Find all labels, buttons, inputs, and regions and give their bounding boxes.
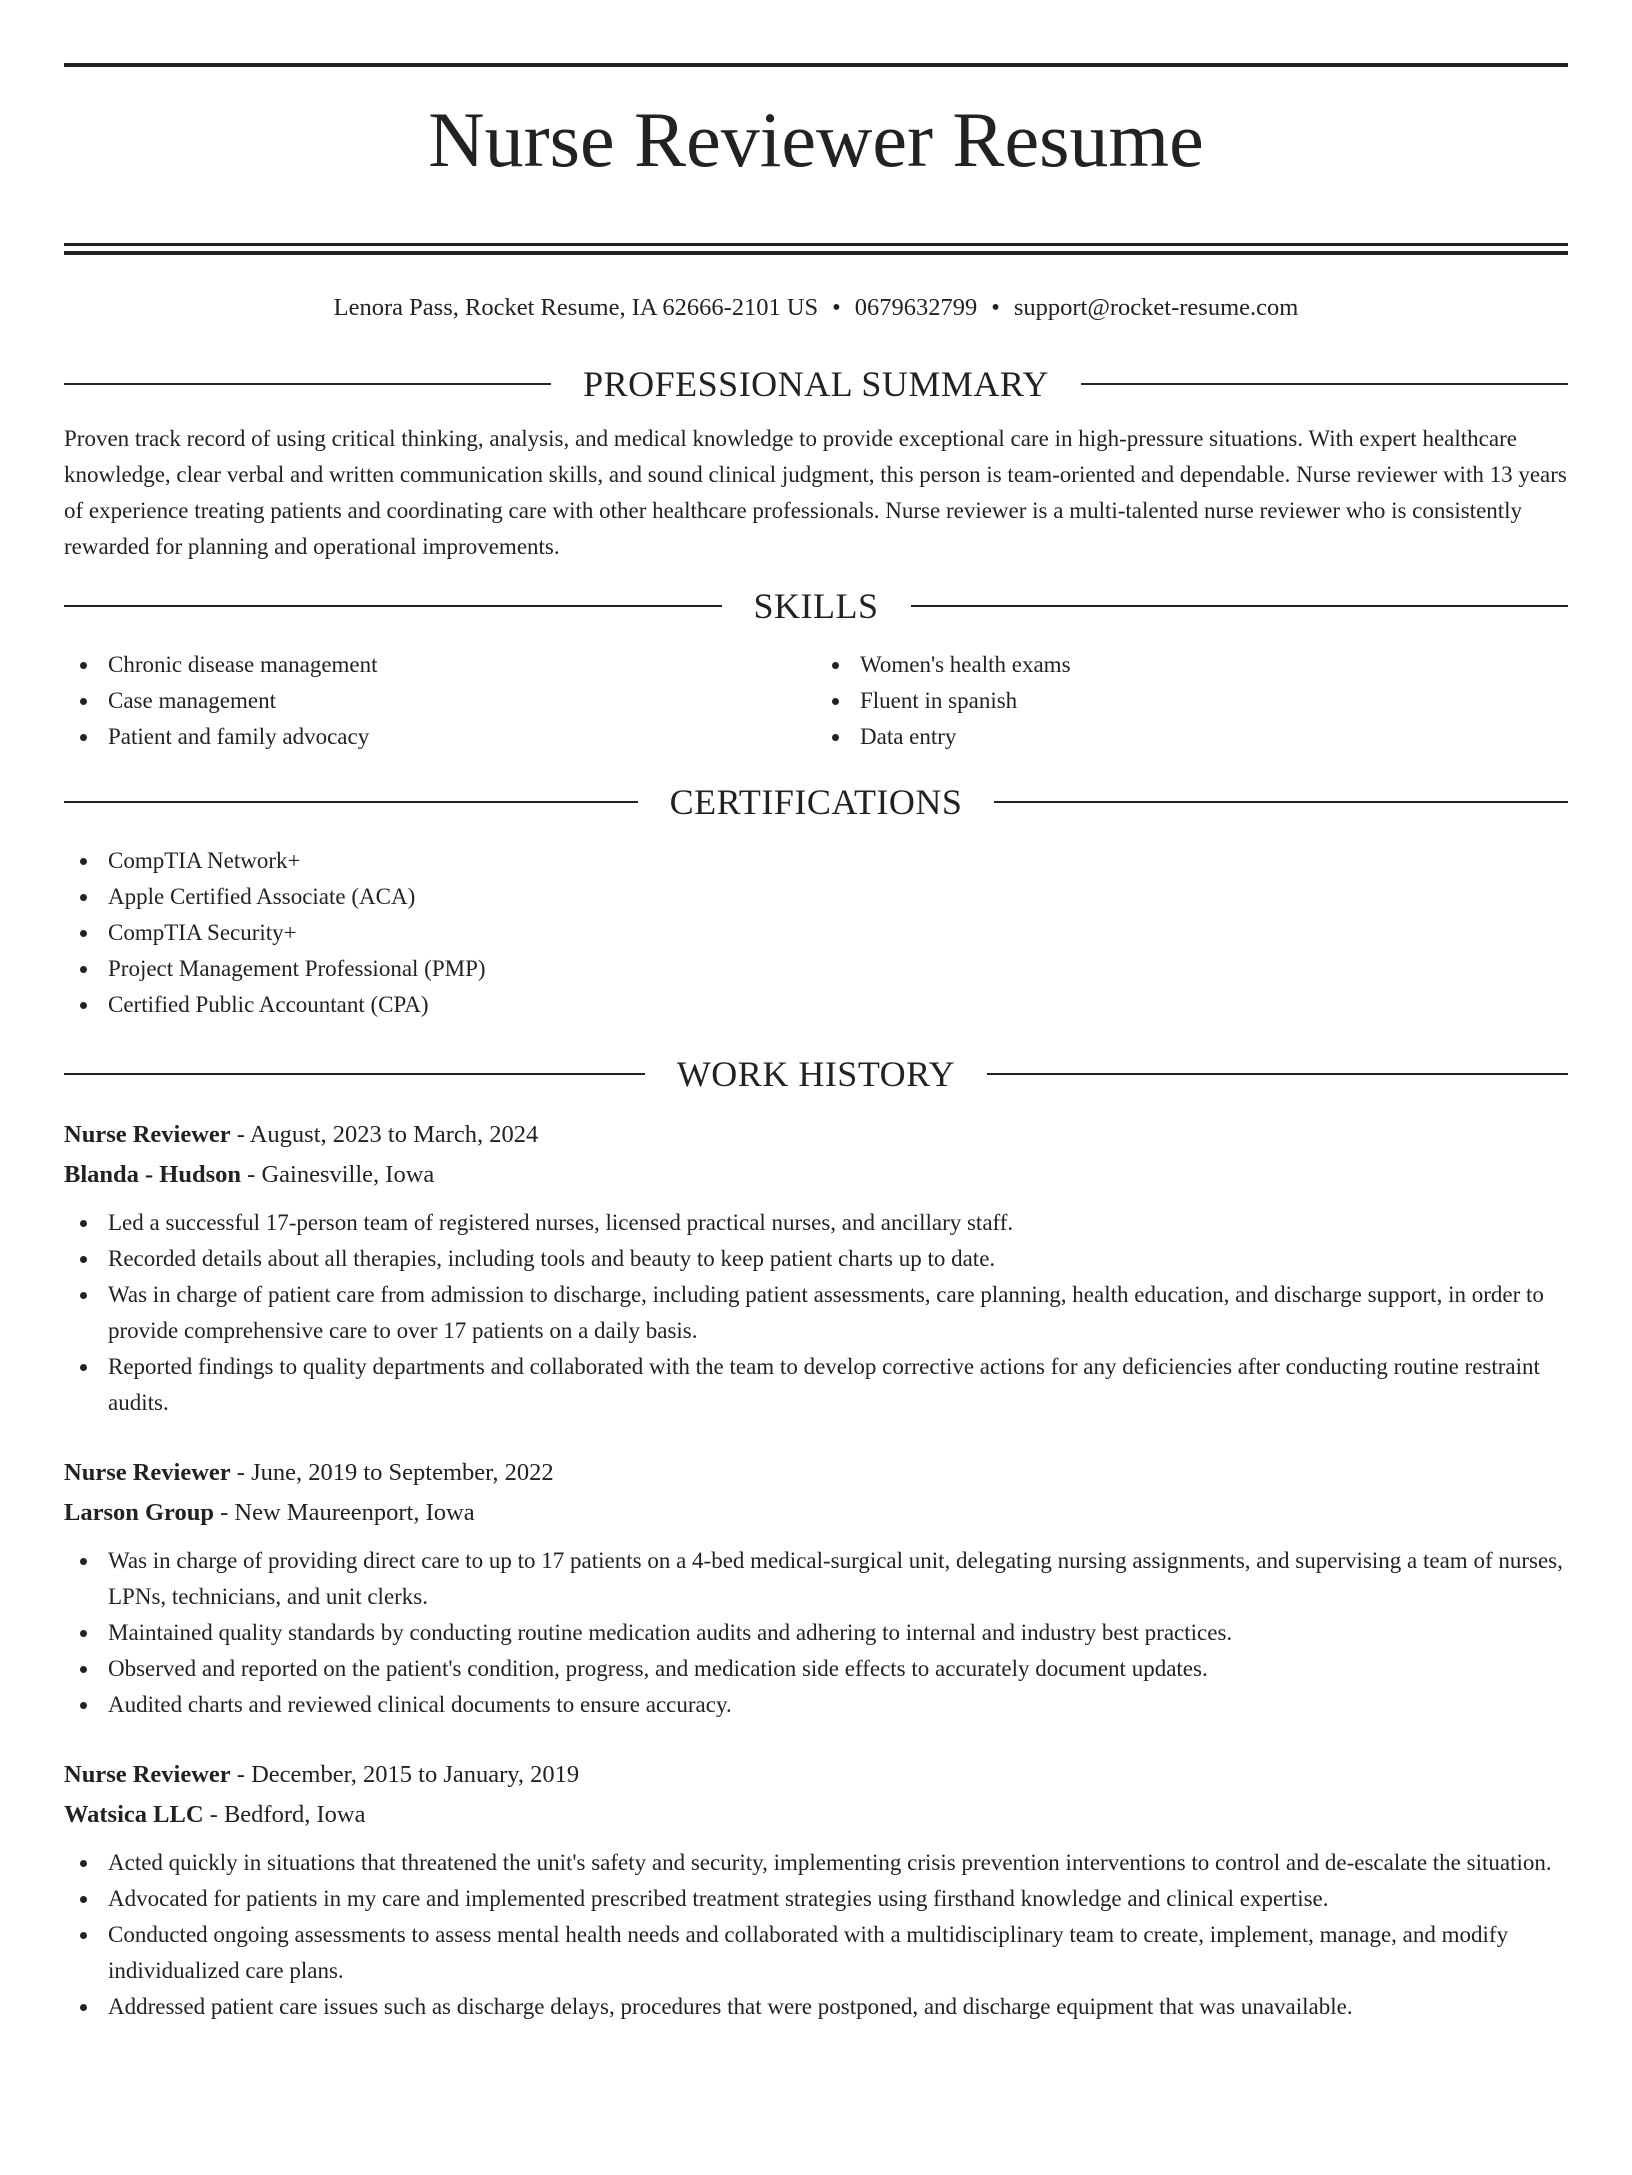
job-entry <box>64 1115 1568 1421</box>
job-bullets <box>64 1543 1568 1723</box>
list-item: Reported findings to quality departments and collaborated with the team to develop corrective actions for any deficiencies after conducting routine restraint audits. <box>64 1349 1568 1421</box>
job-company-line: Blanda - Hudson - Gainesville, Iowa <box>64 1161 435 1188</box>
list-item: Conducted ongoing assessments to assess mental health needs and collaborated with a multidisciplinary team to create, implement, manage, and modify individualized care plans. <box>64 1917 1568 1989</box>
job-title: Nurse Reviewer <box>64 1121 231 1148</box>
job-location: Gainesville, Iowa <box>261 1161 435 1188</box>
list-item: Led a successful 17-person team of registered nurses, licensed practical nurses, and ancillary staff. <box>64 1205 1568 1241</box>
section-title: PROFESSIONAL SUMMARY <box>583 364 1049 404</box>
contact-email: support@rocket-resume.com <box>1013 294 1299 321</box>
contact-line <box>64 293 1568 323</box>
job-bullets <box>64 1845 1568 2025</box>
summary-text: Proven track record of using critical thinking, analysis, and medical knowledge to provide exceptional care in high-pressure situations. With expert healthcare knowledge, clear verbal and written communication skills, and sound clinical judgment, this person is team-oriented and dependable. Nurse reviewer with 13 years of experience treating patients and coordinating care with other healthcare professionals. Nurse reviewer is a multi-talented nurse reviewer who is consistently rewarded for planning and operational improvements. <box>64 426 1567 559</box>
list-item: Observed and reported on the patient's condition, progress, and medication side effects to accurately document updates. <box>64 1651 1568 1687</box>
section-title: CERTIFICATIONS <box>669 782 963 822</box>
bullet-separator: • <box>832 294 841 321</box>
list-item: Data entry <box>816 719 1568 755</box>
job-company-line: Larson Group - New Maureenport, Iowa <box>64 1499 475 1526</box>
contact-phone: 0679632799 <box>854 294 978 321</box>
top-rule <box>64 63 1568 67</box>
divider-line <box>1081 383 1568 385</box>
list-item: Audited charts and reviewed clinical documents to ensure accuracy. <box>64 1687 1568 1723</box>
divider-line <box>994 801 1568 803</box>
list-item: Was in charge of providing direct care to up to 17 patients on a 4-bed medical-surgical unit, delegating nursing assignments, and supervising a team of nurses, LPNs, technicians, and unit clerks. <box>64 1543 1568 1615</box>
job-title-line: Nurse Reviewer - June, 2019 to September, 2022 <box>64 1459 554 1486</box>
list-item: Patient and family advocacy <box>64 719 816 755</box>
section-header-work-history <box>64 1051 1568 1097</box>
divider-line <box>64 605 722 607</box>
job-company: Blanda - Hudson <box>64 1161 242 1188</box>
divider-line <box>64 1073 645 1075</box>
resume-page <box>0 63 1632 2175</box>
list-item: Acted quickly in situations that threatened the unit's safety and security, implementing crisis prevention interventions to control and de-escalate the situation. <box>64 1845 1568 1881</box>
job-company-line: Watsica LLC - Bedford, Iowa <box>64 1801 366 1828</box>
divider-line <box>987 1073 1568 1075</box>
job-title-line: Nurse Reviewer - August, 2023 to March, 2024 <box>64 1121 539 1148</box>
job-title: Nurse Reviewer <box>64 1459 231 1486</box>
skills-column-right <box>816 647 1568 755</box>
list-item: Addressed patient care issues such as discharge delays, procedures that were postponed, and discharge equipment that was unavailable. <box>64 1989 1568 2025</box>
job-bullets <box>64 1205 1568 1421</box>
skills-column-left <box>64 647 816 755</box>
job-location: New Maureenport, Iowa <box>234 1499 475 1526</box>
job-dates: December, 2015 to January, 2019 <box>251 1761 580 1788</box>
job-dates: August, 2023 to March, 2024 <box>249 1121 539 1148</box>
job-company: Watsica LLC <box>64 1801 204 1828</box>
list-item: Project Management Professional (PMP) <box>64 951 1568 987</box>
list-item: Women's health exams <box>816 647 1568 683</box>
list-item: Chronic disease management <box>64 647 816 683</box>
job-location: Bedford, Iowa <box>223 1801 366 1828</box>
section-header-skills <box>64 583 1568 629</box>
job-dates: June, 2019 to September, 2022 <box>251 1459 554 1486</box>
list-item: Was in charge of patient care from admission to discharge, including patient assessments, care planning, health education, and discharge support, in order to provide comprehensive care to over 17 patients on a daily basis. <box>64 1277 1568 1349</box>
certifications-list <box>64 843 1568 1023</box>
list-item: Case management <box>64 683 816 719</box>
list-item: CompTIA Network+ <box>64 843 1568 879</box>
page-title: Nurse Reviewer Resume <box>428 96 1204 183</box>
section-header-certifications <box>64 779 1568 825</box>
divider-line <box>64 801 638 803</box>
list-item: Certified Public Accountant (CPA) <box>64 987 1568 1023</box>
list-item: Fluent in spanish <box>816 683 1568 719</box>
section-header-summary <box>64 361 1568 407</box>
list-item: Advocated for patients in my care and implemented prescribed treatment strategies using firsthand knowledge and clinical expertise. <box>64 1881 1568 1917</box>
title-double-rule <box>64 243 1568 255</box>
job-entry <box>64 1453 1568 1723</box>
divider-line <box>911 605 1569 607</box>
list-item: CompTIA Security+ <box>64 915 1568 951</box>
list-item: Recorded details about all therapies, including tools and beauty to keep patient charts up to date. <box>64 1241 1568 1277</box>
job-title-line: Nurse Reviewer - December, 2015 to January, 2019 <box>64 1761 580 1788</box>
list-item: Maintained quality standards by conducting routine medication audits and adhering to internal and industry best practices. <box>64 1615 1568 1651</box>
section-title: WORK HISTORY <box>676 1054 956 1094</box>
divider-line <box>64 383 551 385</box>
bullet-separator: • <box>991 294 1000 321</box>
section-title: SKILLS <box>753 586 879 626</box>
job-company: Larson Group <box>64 1499 214 1526</box>
list-item: Apple Certified Associate (ACA) <box>64 879 1568 915</box>
job-title: Nurse Reviewer <box>64 1761 231 1788</box>
contact-address: Lenora Pass, Rocket Resume, IA 62666-2101 US <box>333 294 819 321</box>
job-entry <box>64 1755 1568 2025</box>
skills-list <box>64 647 1568 755</box>
